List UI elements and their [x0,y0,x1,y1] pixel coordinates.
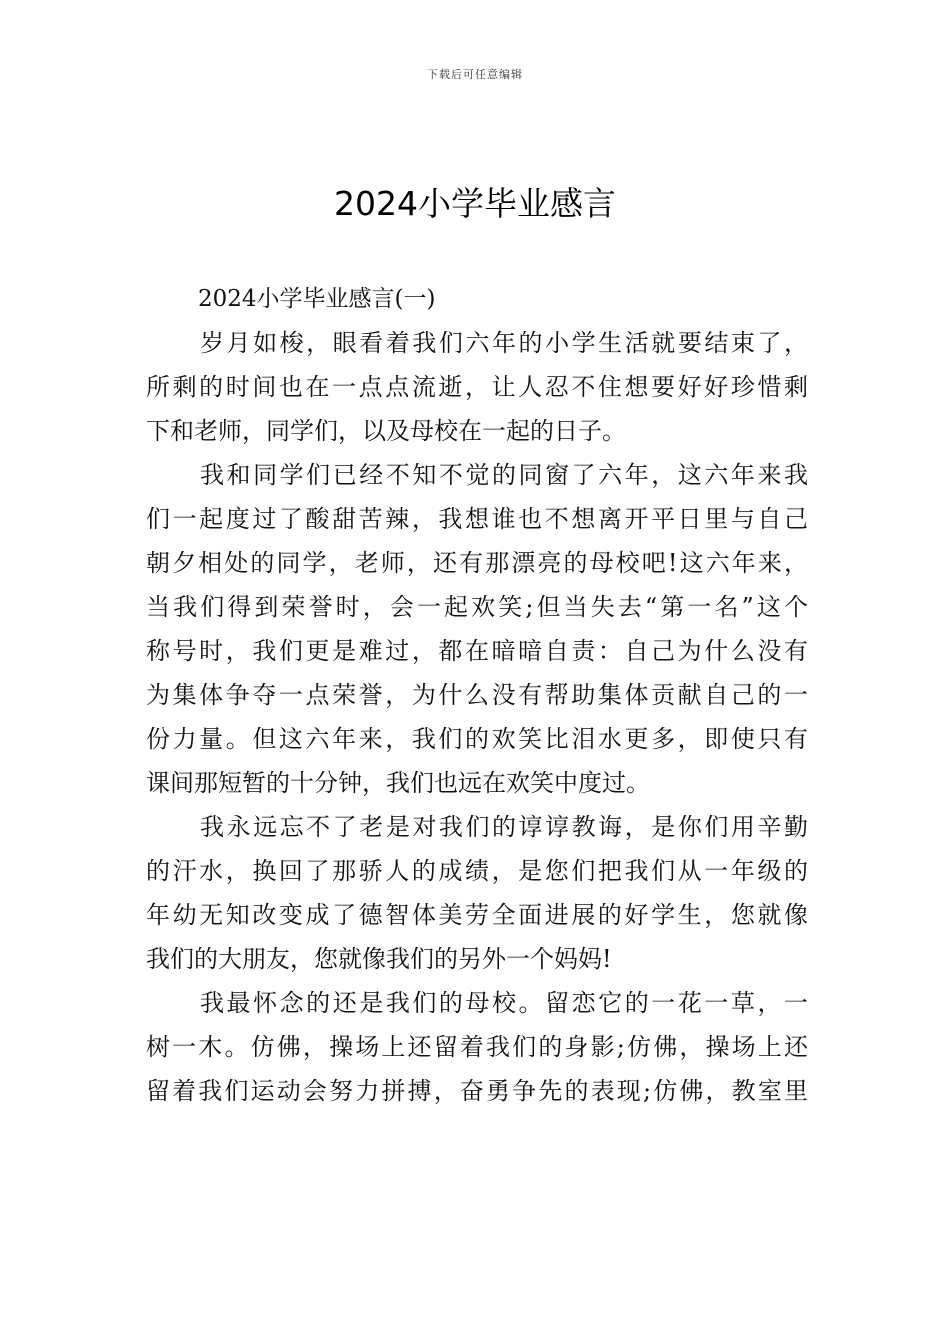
paragraph-line: 树一木。仿佛，操场上还留着我们的身影;仿佛，操场上还 [146,1033,808,1061]
paragraph-line: 所剩的时间也在一点点流逝，让人忍不住想要好好珍惜剩 [146,373,808,401]
paragraph-line: 下和老师，同学们，以及母校在一起的日子。 [146,417,626,445]
paragraph-line: 份力量。但这六年来，我们的欢笑比泪水更多，即使只有 [146,725,808,753]
paragraph-line: 我和同学们已经不知不觉的同窗了六年，这六年来我 [200,461,808,489]
paragraph-line: 称号时，我们更是难过，都在暗暗自责：自己为什么没有 [146,637,808,665]
body-paragraph [146,453,808,805]
paragraph-line: 我永远忘不了老是对我们的谆谆教诲，是你们用辛勤 [200,813,808,841]
paragraph-line: 课间那短暂的十分钟，我们也远在欢笑中度过。 [146,769,650,797]
paragraph-line: 为集体争夺一点荣誉，为什么没有帮助集体贡献自己的一 [146,681,808,709]
body-paragraph [146,805,808,981]
paragraph-line: 朝夕相处的同学，老师，还有那漂亮的母校吧!这六年来， [146,549,808,577]
paragraph-line: 我最怀念的还是我们的母校。留恋它的一花一草，一 [200,989,808,1017]
paragraph-line: 们一起度过了酸甜苦辣，我想谁也不想离开平日里与自己 [146,505,808,533]
paragraph-line: 岁月如梭，眼看着我们六年的小学生活就要结束了， [200,329,808,357]
paragraph-line: 年幼无知改变成了德智体美劳全面进展的好学生，您就像 [146,901,808,929]
paragraph-line: 我们的大朋友，您就像我们的另外一个妈妈! [146,945,612,973]
paragraph-line: 留着我们运动会努力拼搏，奋勇争先的表现;仿佛，教室里 [146,1077,808,1105]
page-header-note: 下载后可任意编辑 [427,68,523,81]
paragraph-line: 的汗水，换回了那骄人的成绩，是您们把我们从一年级的 [146,857,808,885]
document-body [146,277,808,1113]
document-title: 2024小学毕业感言 [334,184,616,223]
body-paragraph [146,321,808,453]
section-heading: 2024小学毕业感言(一) [198,286,436,312]
paragraph-list [146,321,808,1113]
body-paragraph [146,981,808,1113]
paragraph-line: 当我们得到荣誉时，会一起欢笑;但当失去“第一名”这个 [146,593,808,621]
